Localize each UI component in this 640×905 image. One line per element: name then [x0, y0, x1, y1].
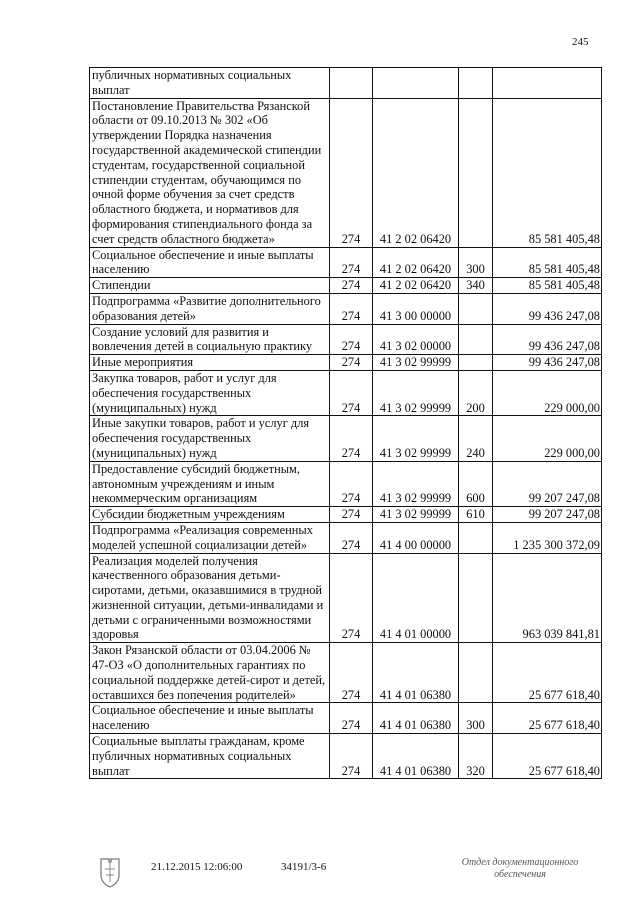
row-ved — [330, 68, 373, 99]
row-csr: 41 2 02 06420 — [373, 278, 459, 294]
row-csr: 41 3 02 99999 — [373, 461, 459, 506]
row-ved: 274 — [330, 355, 373, 371]
table-row — [90, 370, 602, 415]
row-vr — [459, 98, 493, 247]
row-vr: 600 — [459, 461, 493, 506]
footer-date: 21.12.2015 12:06:00 — [151, 861, 243, 873]
row-sum: 229 000,00 — [493, 370, 602, 415]
table-row — [90, 247, 602, 278]
row-sum: 99 436 247,08 — [493, 355, 602, 371]
row-vr: 610 — [459, 507, 493, 523]
row-name: Постановление Правительства Рязанской области от 09.10.2013 № 302 «Об утверждении Порядка назначения государственной академической стипендии студентам, государственной социальной стипендии студентам, обучающимся по очной форме обучения за счет средств областного бюджета, и нормативов для формирования стипендиального фонда за счет средств областного бюджета» — [90, 98, 330, 247]
row-vr — [459, 643, 493, 703]
table-row — [90, 293, 602, 324]
row-name: Закон Рязанской области от 03.04.2006 № 47-ОЗ «О дополнительных гарантиях по социальной поддержке детей-сирот и детей, оставшихся без попечения родителей» — [90, 643, 330, 703]
table-row — [90, 553, 602, 643]
row-ved: 274 — [330, 522, 373, 553]
row-csr: 41 3 02 00000 — [373, 324, 459, 355]
row-csr: 41 4 01 00000 — [373, 553, 459, 643]
row-vr: 300 — [459, 703, 493, 734]
row-vr: 240 — [459, 416, 493, 461]
row-vr: 200 — [459, 370, 493, 415]
table-row — [90, 734, 602, 779]
row-ved: 274 — [330, 703, 373, 734]
footer — [0, 855, 640, 895]
row-name: Подпрограмма «Развитие дополнительного образования детей» — [90, 293, 330, 324]
row-vr — [459, 68, 493, 99]
row-ved: 274 — [330, 416, 373, 461]
row-csr: 41 3 02 99999 — [373, 416, 459, 461]
table-row — [90, 68, 602, 99]
row-csr: 41 3 02 99999 — [373, 355, 459, 371]
row-sum: 25 677 618,40 — [493, 703, 602, 734]
row-sum: 229 000,00 — [493, 416, 602, 461]
row-name: публичных нормативных социальных выплат — [90, 68, 330, 99]
row-name: Стипендии — [90, 278, 330, 294]
row-ved: 274 — [330, 247, 373, 278]
row-ved: 274 — [330, 324, 373, 355]
row-name: Социальное обеспечение и иные выплаты населению — [90, 703, 330, 734]
row-csr: 41 4 01 06380 — [373, 703, 459, 734]
row-csr: 41 4 01 06380 — [373, 643, 459, 703]
row-vr: 300 — [459, 247, 493, 278]
row-ved: 274 — [330, 293, 373, 324]
row-ved: 274 — [330, 643, 373, 703]
row-sum: 99 207 247,08 — [493, 461, 602, 506]
row-ved: 274 — [330, 553, 373, 643]
row-vr — [459, 324, 493, 355]
row-sum: 99 436 247,08 — [493, 324, 602, 355]
table-row — [90, 324, 602, 355]
row-csr: 41 3 02 99999 — [373, 507, 459, 523]
row-vr — [459, 355, 493, 371]
coat-of-arms-icon — [95, 855, 125, 889]
row-name: Социальное обеспечение и иные выплаты населению — [90, 247, 330, 278]
row-vr: 320 — [459, 734, 493, 779]
row-sum — [493, 68, 602, 99]
row-csr: 41 2 02 06420 — [373, 247, 459, 278]
table-row — [90, 98, 602, 247]
footer-document-id: 34191/3-6 — [281, 861, 327, 873]
table-row — [90, 522, 602, 553]
row-csr: 41 4 01 06380 — [373, 734, 459, 779]
row-name: Иные мероприятия — [90, 355, 330, 371]
row-vr — [459, 293, 493, 324]
row-csr: 41 3 02 99999 — [373, 370, 459, 415]
table-row — [90, 416, 602, 461]
budget-table — [89, 67, 602, 779]
row-name: Создание условий для развития и вовлечения детей в социальную практику — [90, 324, 330, 355]
table-row — [90, 507, 602, 523]
table-row — [90, 643, 602, 703]
table-row — [90, 461, 602, 506]
stamp-line-1: Отдел документационного — [461, 857, 579, 868]
row-name: Социальные выплаты гражданам, кроме публичных нормативных социальных выплат — [90, 734, 330, 779]
row-name: Субсидии бюджетным учреждениям — [90, 507, 330, 523]
row-name: Подпрограмма «Реализация современных моделей успешной социализации детей» — [90, 522, 330, 553]
table-body — [90, 68, 602, 779]
table-row — [90, 355, 602, 371]
row-csr: 41 3 00 00000 — [373, 293, 459, 324]
row-name: Реализация моделей получения качественного образования детьми-сиротами, детьми, оказавшимися в трудной жизненной ситуации, детьми-инвалидами и детьми с ограниченными возможностями здоровья — [90, 553, 330, 643]
row-vr: 340 — [459, 278, 493, 294]
row-csr: 41 4 00 00000 — [373, 522, 459, 553]
row-sum: 25 677 618,40 — [493, 643, 602, 703]
row-ved: 274 — [330, 278, 373, 294]
stamp-line-2: обеспечения — [494, 869, 546, 880]
row-sum: 85 581 405,48 — [493, 98, 602, 247]
row-sum: 25 677 618,40 — [493, 734, 602, 779]
row-sum: 85 581 405,48 — [493, 247, 602, 278]
row-name: Иные закупки товаров, работ и услуг для обеспечения государственных (муниципальных) нужд — [90, 416, 330, 461]
row-vr — [459, 522, 493, 553]
row-csr: 41 2 02 06420 — [373, 98, 459, 247]
footer-stamp — [440, 857, 600, 881]
table-row — [90, 703, 602, 734]
row-ved: 274 — [330, 734, 373, 779]
row-ved: 274 — [330, 461, 373, 506]
row-vr — [459, 553, 493, 643]
row-sum: 85 581 405,48 — [493, 278, 602, 294]
row-sum: 99 207 247,08 — [493, 507, 602, 523]
row-sum: 99 436 247,08 — [493, 293, 602, 324]
row-ved: 274 — [330, 370, 373, 415]
row-ved: 274 — [330, 98, 373, 247]
row-csr — [373, 68, 459, 99]
row-name: Закупка товаров, работ и услуг для обеспечения государственных (муниципальных) нужд — [90, 370, 330, 415]
row-sum: 1 235 300 372,09 — [493, 522, 602, 553]
table-row — [90, 278, 602, 294]
page-number: 245 — [572, 36, 589, 48]
row-sum: 963 039 841,81 — [493, 553, 602, 643]
row-name: Предоставление субсидий бюджетным, автономным учреждениям и иным некоммерческим организациям — [90, 461, 330, 506]
row-ved: 274 — [330, 507, 373, 523]
